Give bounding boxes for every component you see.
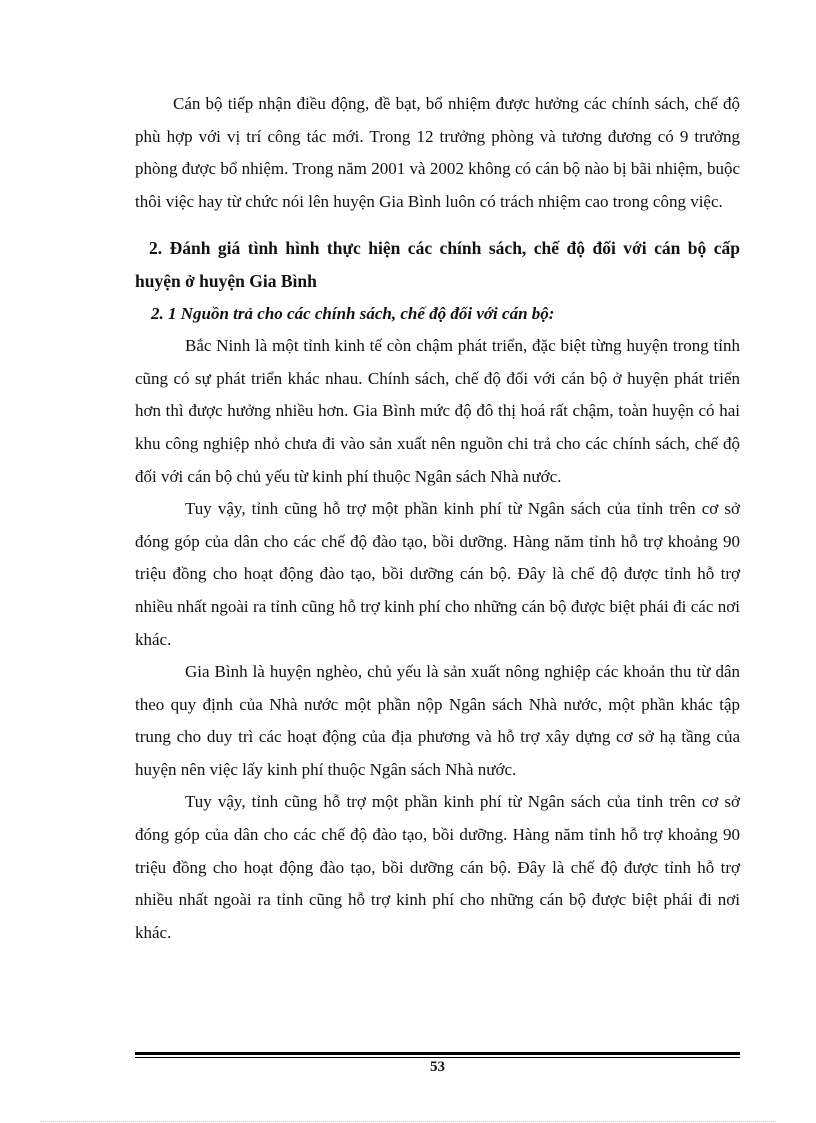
footer-rule-thick xyxy=(135,1052,740,1055)
paragraph-5: Tuy vậy, tỉnh cũng hỗ trợ một phần kinh phí từ Ngân sách của tỉnh trên cơ sở đóng góp của dân cho các chế độ đào tạo, bồi dưỡng. Hàng năm tỉnh hỗ trợ khoảng 90 triệu đồng cho hoạt động đào tạo, bồi dưỡng cán bộ. Đây là chế độ được tỉnh hỗ trợ nhiều nhất ngoài ra tỉnh cũng hỗ trợ kinh phí cho những cán bộ được biệt phái đi nơi khác. xyxy=(135,792,740,942)
subsection-heading-2-1: 2. 1 Nguồn trả cho các chính sách, chế độ đối với cán bộ: xyxy=(151,303,555,323)
page-number: 53 xyxy=(430,1059,445,1075)
document-page xyxy=(135,88,740,949)
paragraph-1: Cán bộ tiếp nhận điều động, đề bạt, bổ nhiệm được hưởng các chính sách, chế độ phù hợp với vị trí công tác mới. Trong 12 trưởng phòng và tương đương có 9 trưởng phòng được bổ nhiệm. Trong năm 2001 và 2002 không có cán bộ nào bị bãi nhiệm, buộc thôi việc hay từ chức nói lên huyện Gia Bình luôn có trách nhiệm cao trong công việc. xyxy=(135,94,740,211)
paragraph-2: Bắc Ninh là một tỉnh kinh tế còn chậm phát triển, đặc biệt từng huyện trong tỉnh cũng có sự phát triển khác nhau. Chính sách, chế độ đối với cán bộ ở huyện phát triển hơn thì được hưởng nhiều hơn. Gia Bình mức độ đô thị hoá rất chậm, toàn huyện có hai khu công nghiệp nhỏ chưa đi vào sản xuất nên nguồn chi trả cho các chính sách, chế độ đối với cán bộ chủ yếu từ kinh phí thuộc Ngân sách Nhà nước. xyxy=(135,336,740,486)
paragraph-3: Tuy vậy, tỉnh cũng hỗ trợ một phần kinh phí từ Ngân sách của tỉnh trên cơ sở đóng góp của dân cho các chế độ đào tạo, bồi dưỡng. Hàng năm tỉnh hỗ trợ khoảng 90 triệu đồng cho hoạt động đào tạo, bồi dưỡng cán bộ. Đây là chế độ được tỉnh hỗ trợ nhiều nhất ngoài ra tỉnh cũng hỗ trợ kinh phí cho những cán bộ được biệt phái đi các nơi khác. xyxy=(135,499,740,649)
page-bottom-border xyxy=(40,1121,776,1122)
paragraph-4: Gia Bình là huyện nghèo, chủ yếu là sản xuất nông nghiệp các khoản thu từ dân theo quy định của Nhà nước một phần nộp Ngân sách Nhà nước, một phần khác tập trung cho duy trì các hoạt động của địa phương và hỗ trợ xây dựng cơ sở hạ tầng của huyện nên việc lấy kinh phí thuộc Ngân sách Nhà nước. xyxy=(135,662,740,779)
footer-rule-thin xyxy=(135,1057,740,1058)
section-heading-2: 2. Đánh giá tình hình thực hiện các chính sách, chế độ đối với cán bộ cấp huyện ở huyện Gia Bình xyxy=(135,238,740,291)
